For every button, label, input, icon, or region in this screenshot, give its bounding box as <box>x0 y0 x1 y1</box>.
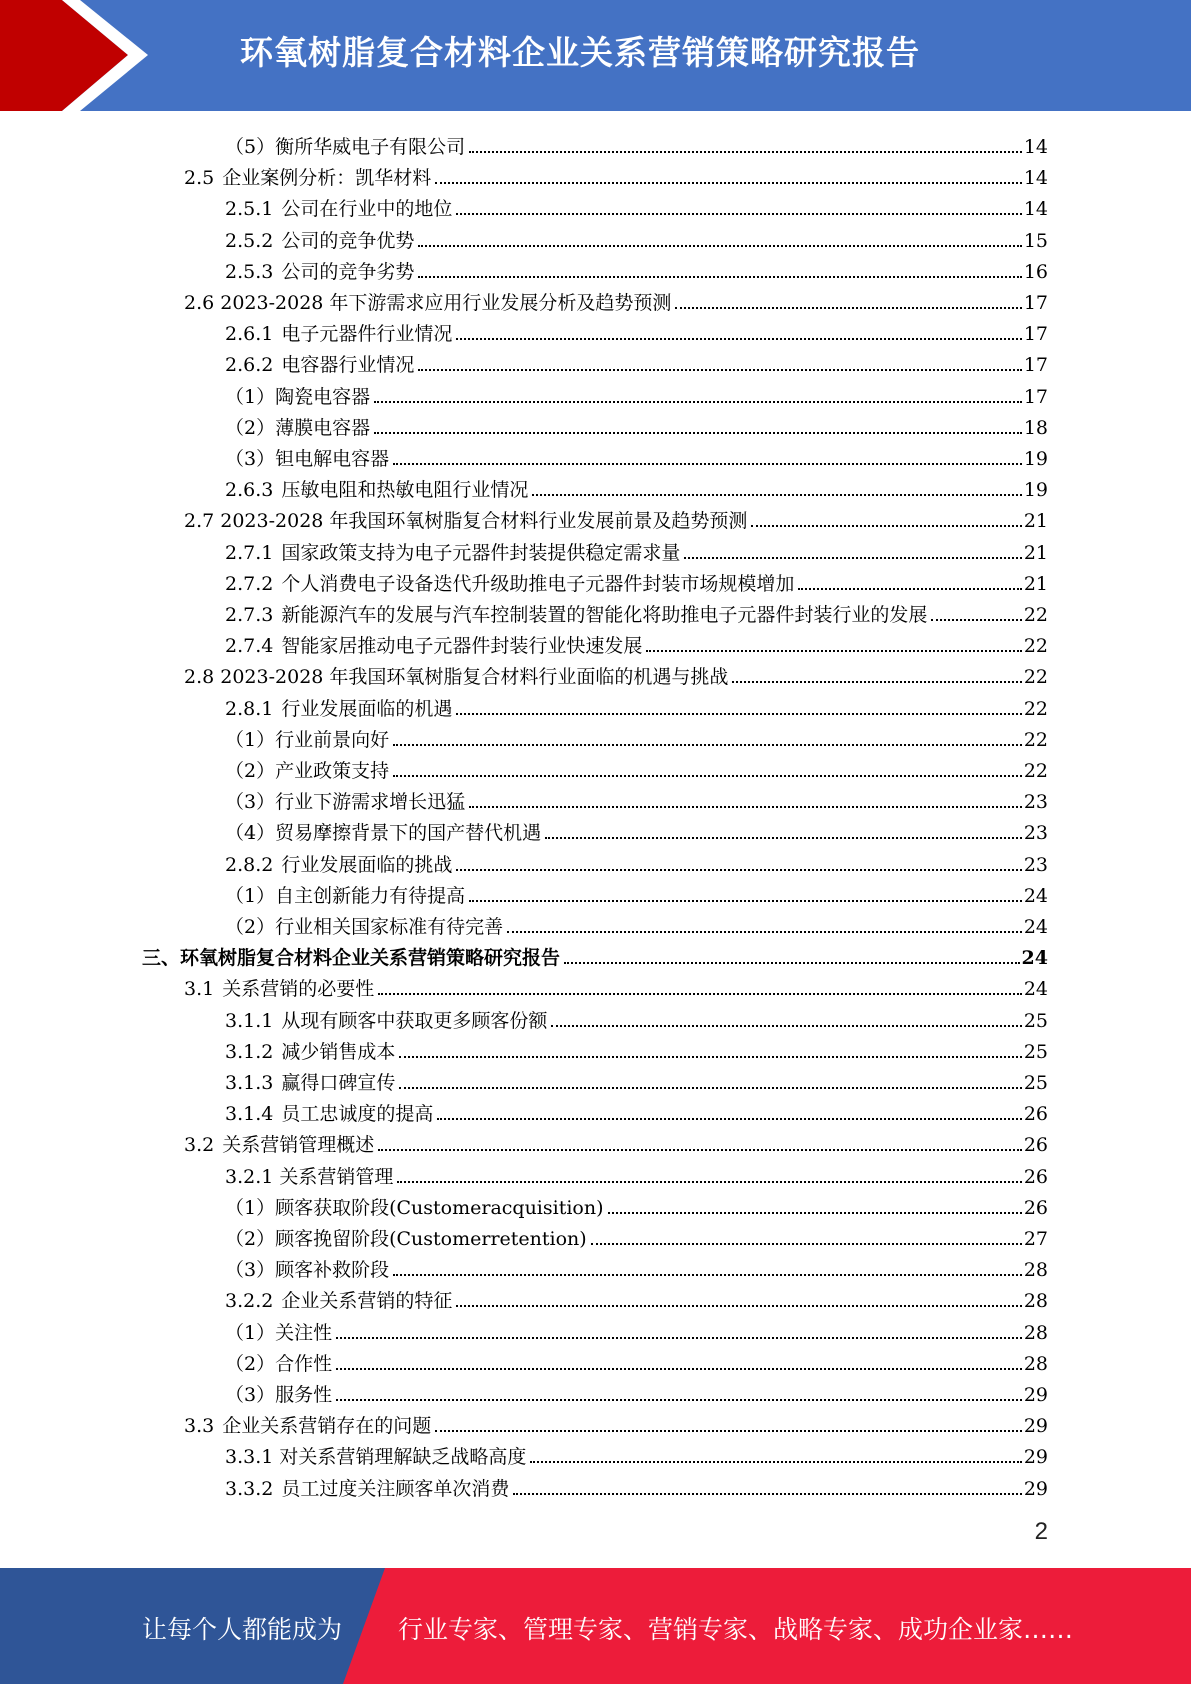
toc-entry[interactable] <box>142 939 1048 970</box>
toc-entry-title: 从现有顾客中获取更多顾客份额 <box>281 1009 548 1032</box>
toc-entry[interactable] <box>225 378 1048 409</box>
toc-entry-page: 28 <box>1023 1321 1048 1344</box>
toc-entry[interactable] <box>225 596 1048 627</box>
toc-leader-dots <box>393 775 1022 777</box>
toc-leader-dots <box>456 713 1021 715</box>
toc-entry[interactable] <box>225 1158 1048 1189</box>
toc-entry-page: 21 <box>1023 510 1048 533</box>
toc-entry-number: 2.5 <box>184 167 215 190</box>
toc-leader-dots <box>393 463 1022 465</box>
toc-entry[interactable] <box>225 315 1048 346</box>
toc-entry-page: 17 <box>1023 354 1048 377</box>
toc-entry[interactable] <box>225 440 1048 471</box>
toc-entry[interactable] <box>184 502 1048 533</box>
toc-leader-dots <box>336 1368 1022 1370</box>
toc-entry-title: 企业关系营销的特征 <box>281 1290 453 1313</box>
toc-entry[interactable] <box>225 128 1048 159</box>
toc-entry-page: 28 <box>1023 1259 1048 1282</box>
toc-leader-dots <box>374 401 1022 403</box>
toc-entry-page: 22 <box>1023 604 1048 626</box>
toc-entry-title: （5）衡所华威电子有限公司 <box>225 136 466 158</box>
toc-entry[interactable] <box>225 814 1048 845</box>
toc-leader-dots <box>378 993 1022 995</box>
toc-entry-page: 16 <box>1023 260 1048 283</box>
toc-leader-dots <box>393 1274 1022 1276</box>
toc-entry[interactable] <box>225 1438 1048 1469</box>
toc-entry-title: （1）陶瓷电容器 <box>225 385 371 408</box>
toc-entry-title: 公司在行业中的地位 <box>281 198 453 221</box>
toc-entry[interactable] <box>225 253 1048 284</box>
toc-entry-title: 企业案例分析：凯华材料 <box>222 167 432 190</box>
toc-leader-dots <box>399 1056 1021 1058</box>
toc-entry-title: （3）顾客补救阶段 <box>225 1259 390 1282</box>
toc-entry-title: 3.3.1 对关系营销理解缺乏战略高度 <box>225 1446 527 1469</box>
toc-entry[interactable] <box>225 1251 1048 1282</box>
toc-entry[interactable] <box>225 190 1048 221</box>
toc-entry-page: 29 <box>1023 1446 1048 1469</box>
toc-entry-title: 关系营销管理概述 <box>222 1134 375 1157</box>
toc-entry-page: 26 <box>1023 1196 1048 1219</box>
header-banner <box>0 0 1191 111</box>
toc-leader-dots <box>418 276 1021 278</box>
toc-entry-page: 22 <box>1023 635 1048 658</box>
toc-entry-number: 3.1.4 <box>225 1103 274 1126</box>
toc-entry-number: 2.7.1 <box>225 541 274 564</box>
toc-entry-title: （2）顾客挽留阶段(Customerretention) <box>225 1228 587 1250</box>
toc-leader-dots <box>418 245 1021 247</box>
toc-entry-page: 22 <box>1023 728 1048 751</box>
toc-entry-title: （4）贸易摩擦背景下的国产替代机遇 <box>225 822 542 845</box>
toc-leader-dots <box>751 525 1021 527</box>
toc-entry[interactable] <box>225 1282 1048 1313</box>
toc-entry-page: 24 <box>1021 947 1048 970</box>
toc-entry-title: 员工过度关注顾客单次消费 <box>281 1477 510 1500</box>
toc-entry[interactable] <box>225 222 1048 253</box>
toc-entry-title: 智能家居推动电子元器件封装行业快速发展 <box>281 635 643 658</box>
toc-leader-dots <box>530 1461 1021 1463</box>
toc-leader-dots <box>675 307 1021 309</box>
toc-entry-page: 18 <box>1023 416 1048 439</box>
toc-entry[interactable] <box>225 1033 1048 1064</box>
toc-leader-dots <box>418 369 1021 371</box>
toc-entry-title: （1）行业前景向好 <box>225 728 390 751</box>
toc-entry-page: 21 <box>1023 572 1048 595</box>
toc-entry-page: 24 <box>1023 884 1048 907</box>
toc-entry-number: 2.7.3 <box>225 604 274 626</box>
toc-leader-dots <box>469 806 1022 808</box>
toc-leader-dots <box>469 151 1022 153</box>
toc-entry-title: 2.7 2023-2028 年我国环氧树脂复合材料行业发展前景及趋势预测 <box>184 510 748 533</box>
toc-entry[interactable] <box>225 565 1048 596</box>
toc-entry[interactable] <box>225 783 1048 814</box>
toc-leader-dots <box>513 1493 1021 1495</box>
toc-entry-number: 2.5.3 <box>225 260 274 283</box>
toc-entry[interactable] <box>225 1470 1048 1501</box>
toc-leader-dots <box>684 557 1021 559</box>
toc-entry-title: （2）薄膜电容器 <box>225 416 371 439</box>
toc-entry-title: 国家政策支持为电子元器件封装提供稳定需求量 <box>281 541 681 564</box>
toc-entry[interactable] <box>184 159 1048 190</box>
toc-entry-title: （2）行业相关国家标准有待完善 <box>225 916 504 938</box>
toc-entry-page: 25 <box>1023 1009 1048 1032</box>
toc-entry-title: （1）关注性 <box>225 1321 333 1344</box>
toc-entry-number: 3.3 <box>184 1415 215 1438</box>
toc-entry-title: （3）行业下游需求增长迅猛 <box>225 791 466 814</box>
toc-leader-dots <box>469 900 1022 902</box>
toc-entry[interactable] <box>184 970 1048 1001</box>
toc-entry-page: 19 <box>1023 479 1048 502</box>
toc-entry-number: 3.2.2 <box>225 1290 274 1313</box>
toc-leader-dots <box>551 1025 1021 1027</box>
toc-entry[interactable] <box>225 1314 1048 1345</box>
toc-leader-dots <box>437 1118 1021 1120</box>
toc-entry[interactable] <box>184 1407 1048 1438</box>
toc-leader-dots <box>564 962 1020 964</box>
toc-entry[interactable] <box>225 471 1048 502</box>
toc-entry-number: 2.8.2 <box>225 853 274 876</box>
toc-entry-title: （1）自主创新能力有待提高 <box>225 884 466 907</box>
toc-entry-number: 3.1 <box>184 978 215 1001</box>
toc-entry-title: 公司的竞争优势 <box>281 229 415 252</box>
toc-entry-page: 25 <box>1023 1072 1048 1094</box>
toc-entry[interactable] <box>184 1126 1048 1157</box>
toc-entry-title: 行业发展面临的机遇 <box>281 697 453 720</box>
toc-entry-page: 26 <box>1023 1165 1048 1188</box>
footer-slogan-right: 行业专家、管理专家、营销专家、战略专家、成功企业家…… <box>398 1615 1074 1644</box>
toc-entry[interactable] <box>225 1220 1048 1251</box>
toc-entry-title: 关系营销的必要性 <box>222 978 375 1001</box>
toc-entry-title: 电子元器件行业情况 <box>281 323 453 346</box>
toc-entry[interactable] <box>225 1376 1048 1407</box>
toc-entry-page: 29 <box>1023 1477 1048 1500</box>
toc-entry-page: 29 <box>1023 1415 1048 1438</box>
toc-entry-title: 3.2.1 关系营销管理 <box>225 1165 394 1188</box>
toc-leader-dots <box>456 213 1021 215</box>
toc-leader-dots <box>397 1181 1021 1183</box>
toc-entry[interactable] <box>225 409 1048 440</box>
toc-entry-title: 压敏电阻和热敏电阻行业情况 <box>281 479 529 502</box>
toc-entry-page: 26 <box>1023 1134 1048 1157</box>
toc-entry-title: 新能源汽车的发展与汽车控制装置的智能化将助推电子元器件封装行业的发展 <box>281 604 928 626</box>
toc-entry[interactable] <box>225 1345 1048 1376</box>
toc-entry-page: 14 <box>1023 167 1048 190</box>
toc-entry-number: 3.1.1 <box>225 1009 274 1032</box>
toc-leader-dots <box>456 1305 1021 1307</box>
toc-leader-dots <box>336 1337 1022 1339</box>
toc-entry-title: （1）顾客获取阶段(Customeracquisition) <box>225 1196 604 1219</box>
toc-entry-title: 2.6 2023-2028 年下游需求应用行业发展分析及趋势预测 <box>184 292 672 314</box>
toc-entry[interactable] <box>225 627 1048 658</box>
toc-leader-dots <box>336 1399 1022 1401</box>
toc-entry-title: 行业发展面临的挑战 <box>281 853 453 876</box>
toc-entry-page: 17 <box>1023 385 1048 408</box>
toc-leader-dots <box>374 432 1022 434</box>
toc-entry[interactable] <box>225 690 1048 721</box>
toc-leader-dots <box>732 681 1021 683</box>
toc-entry-number: 2.6.1 <box>225 323 274 346</box>
toc-entry-title: 电容器行业情况 <box>281 354 415 377</box>
toc-entry-page: 24 <box>1023 978 1048 1001</box>
toc-entry-page: 14 <box>1023 136 1048 158</box>
toc-entry-page: 26 <box>1023 1103 1048 1126</box>
toc-leader-dots <box>646 650 1021 652</box>
toc-entry[interactable] <box>225 534 1048 565</box>
toc-entry-page: 27 <box>1023 1228 1048 1250</box>
toc-entry-page: 17 <box>1023 292 1048 314</box>
toc-entry-title: 减少销售成本 <box>281 1040 396 1063</box>
report-title: 环氧树脂复合材料企业关系营销策略研究报告 <box>240 33 920 72</box>
toc-entry-page: 23 <box>1023 853 1048 876</box>
toc-entry-title: （2）合作性 <box>225 1352 333 1375</box>
toc-entry-number: 3.1.3 <box>225 1072 274 1094</box>
toc-leader-dots <box>456 869 1021 871</box>
toc-entry-number: 3.2 <box>184 1134 215 1157</box>
footer-slogan-left: 让每个人都能成为 <box>142 1615 343 1644</box>
toc-entry-page: 25 <box>1023 1040 1048 1063</box>
toc-leader-dots <box>435 182 1022 184</box>
toc-entry-title: （3）钽电解电容器 <box>225 448 390 470</box>
toc-leader-dots <box>393 744 1022 746</box>
toc-entry-number: 2.7.2 <box>225 572 274 595</box>
toc-leader-dots <box>931 619 1021 621</box>
toc-entry-number: 2.5.2 <box>225 229 274 252</box>
toc-leader-dots <box>399 1087 1021 1089</box>
toc-entry[interactable] <box>225 1189 1048 1220</box>
toc-entry-number: 3.3.2 <box>225 1477 274 1500</box>
toc-entry-page: 28 <box>1023 1352 1048 1375</box>
toc-entry-number: 2.6.2 <box>225 354 274 377</box>
toc-entry-title: 2.8 2023-2028 年我国环氧树脂复合材料行业面临的机遇与挑战 <box>184 666 729 689</box>
toc-entry-number: 2.6.3 <box>225 479 274 502</box>
toc-leader-dots <box>798 588 1021 590</box>
toc-entry-page: 17 <box>1023 323 1048 346</box>
toc-leader-dots <box>507 931 1022 933</box>
toc-entry-title: 企业关系营销存在的问题 <box>222 1415 432 1438</box>
toc-entry-page: 29 <box>1023 1384 1048 1406</box>
toc-entry[interactable] <box>225 846 1048 877</box>
toc-leader-dots <box>545 837 1022 839</box>
toc-leader-dots <box>591 1243 1022 1245</box>
toc-entry-title: 公司的竞争劣势 <box>281 260 415 283</box>
toc-entry-title: 三、环氧树脂复合材料企业关系营销策略研究报告 <box>142 947 561 970</box>
toc-entry-page: 23 <box>1023 822 1048 845</box>
toc-leader-dots <box>378 1149 1022 1151</box>
toc-entry-title: 个人消费电子设备迭代升级助推电子元器件封装市场规模增加 <box>281 572 795 595</box>
toc-entry-page: 28 <box>1023 1290 1048 1313</box>
toc-entry[interactable] <box>225 1064 1048 1095</box>
toc-entry-page: 22 <box>1023 697 1048 720</box>
toc-entry[interactable] <box>184 658 1048 689</box>
toc-entry[interactable] <box>225 1002 1048 1033</box>
toc-entry-title: （3）服务性 <box>225 1384 333 1406</box>
toc-entry-page: 19 <box>1023 448 1048 470</box>
toc-leader-dots <box>456 338 1021 340</box>
toc-entry-page: 23 <box>1023 791 1048 814</box>
toc-entry-title: 员工忠诚度的提高 <box>281 1103 434 1126</box>
toc-entry[interactable] <box>225 346 1048 377</box>
toc-entry-page: 22 <box>1023 760 1048 782</box>
toc-entry-number: 3.1.2 <box>225 1040 274 1063</box>
header-arrow-decoration <box>0 0 160 111</box>
page-number: 2 <box>1034 1518 1048 1545</box>
toc-entry-page: 22 <box>1023 666 1048 689</box>
toc-entry-number: 2.5.1 <box>225 198 274 221</box>
toc-entry-page: 14 <box>1023 198 1048 221</box>
toc-leader-dots <box>435 1430 1022 1432</box>
toc-entry-number: 2.8.1 <box>225 697 274 720</box>
toc-entry-page: 24 <box>1023 916 1048 938</box>
toc-entry-page: 15 <box>1023 229 1048 252</box>
toc-entry-title: 赢得口碑宣传 <box>281 1072 396 1094</box>
toc-entry[interactable] <box>225 1095 1048 1126</box>
toc-entry-number: 2.7.4 <box>225 635 274 658</box>
toc-entry[interactable] <box>225 752 1048 783</box>
toc-entry[interactable] <box>225 908 1048 939</box>
toc-entry[interactable] <box>225 721 1048 752</box>
footer-banner <box>0 1568 1191 1684</box>
toc-entry-title: （2）产业政策支持 <box>225 760 390 782</box>
toc-entry-page: 21 <box>1023 541 1048 564</box>
toc-entry[interactable] <box>225 877 1048 908</box>
toc-entry[interactable] <box>184 284 1048 315</box>
toc-leader-dots <box>532 494 1021 496</box>
toc-leader-dots <box>608 1212 1022 1214</box>
